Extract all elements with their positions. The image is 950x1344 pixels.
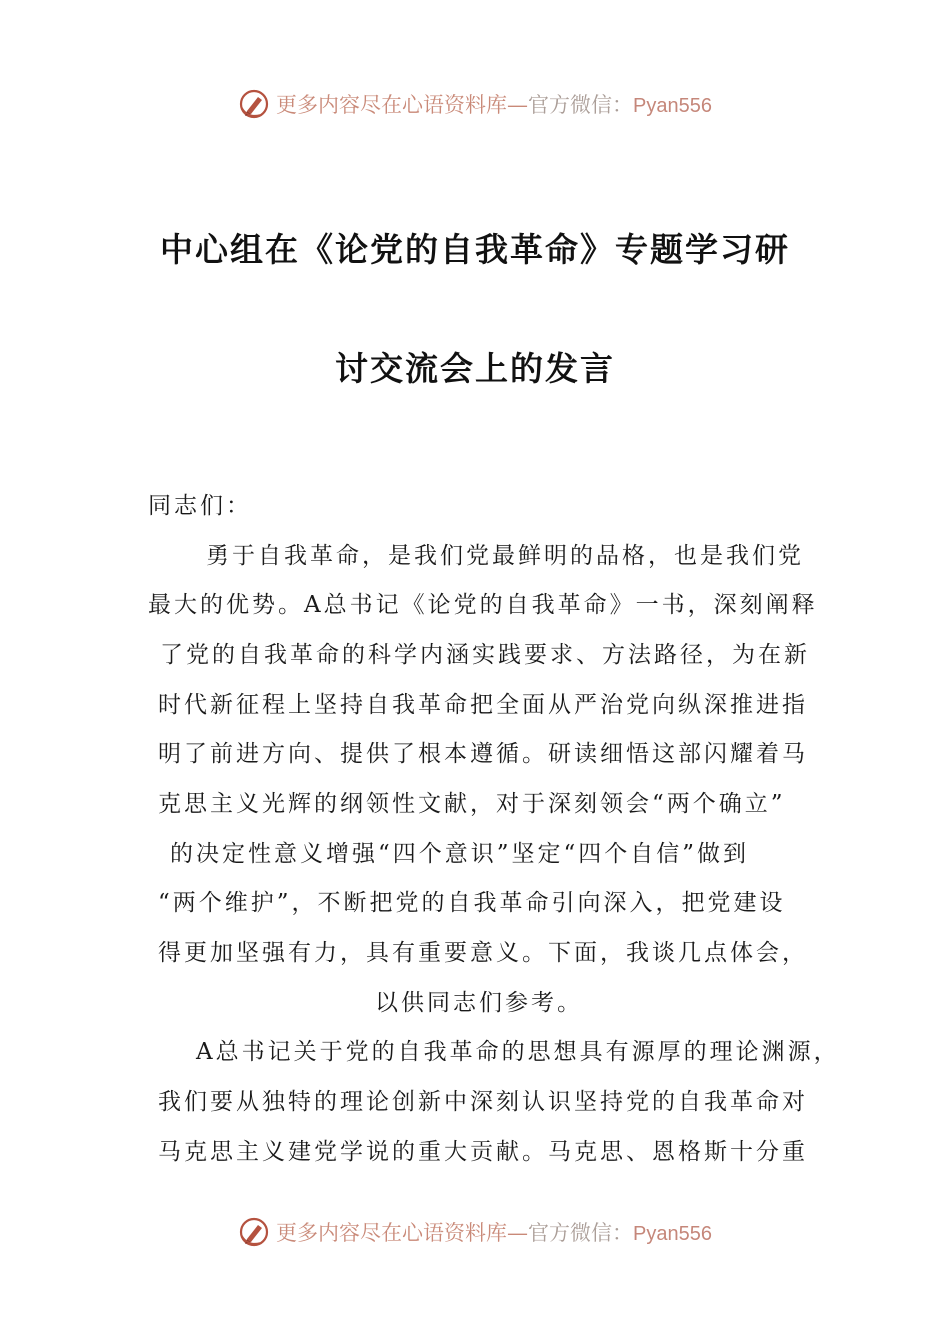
watermark-text: 更多内容尽在心语资料库—官方微信：Pyan556 bbox=[276, 93, 712, 117]
paragraph-1-line: “两个维护”，不断把党的自我革命引向深入，把党建设 bbox=[158, 890, 786, 916]
paragraph-1-line: 最大的优势。A总书记《论党的自我革命》一书，深刻阐释 bbox=[148, 592, 818, 618]
pen-logo-icon bbox=[238, 1216, 270, 1248]
salutation: 同志们： bbox=[148, 493, 252, 519]
paragraph-2-line: 我们要从独特的理论创新中深刻认识坚持党的自我革命对 bbox=[158, 1089, 808, 1115]
header-watermark bbox=[0, 84, 950, 124]
paragraph-2-line: 马克思主义建党学说的重大贡献。马克思、恩格斯十分重 bbox=[158, 1139, 808, 1165]
document-title-line-1: 中心组在《论党的自我革命》专题学习研 bbox=[160, 230, 790, 269]
paragraph-1-line: 以供同志们参考。 bbox=[375, 990, 583, 1016]
paragraph-1-line: 的决定性意义增强“四个意识”坚定“四个自信”做到 bbox=[170, 841, 750, 867]
paragraph-1-line: 明了前进方向、提供了根本遵循。研读细悟这部闪耀着马 bbox=[158, 741, 808, 767]
pen-logo-icon bbox=[238, 88, 270, 120]
watermark-text: 更多内容尽在心语资料库—官方微信：Pyan556 bbox=[276, 1221, 712, 1245]
paragraph-2-line: A总书记关于党的自我革命的思想具有源厚的理论渊源， bbox=[196, 1039, 840, 1065]
paragraph-1-line: 克思主义光辉的纲领性文献，对于深刻领会“两个确立” bbox=[158, 791, 786, 817]
paragraph-1-line: 勇于自我革命，是我们党最鲜明的品格，也是我们党 bbox=[206, 543, 804, 569]
paragraph-1-line: 时代新征程上坚持自我革命把全面从严治党向纵深推进指 bbox=[158, 692, 808, 718]
footer-watermark bbox=[0, 1212, 950, 1252]
document-title-line-2: 讨交流会上的发言 bbox=[335, 349, 615, 388]
paragraph-1-line: 了党的自我革命的科学内涵实践要求、方法路径，为在新 bbox=[160, 642, 810, 668]
paragraph-1-line: 得更加坚强有力，具有重要意义。下面，我谈几点体会， bbox=[158, 940, 808, 966]
